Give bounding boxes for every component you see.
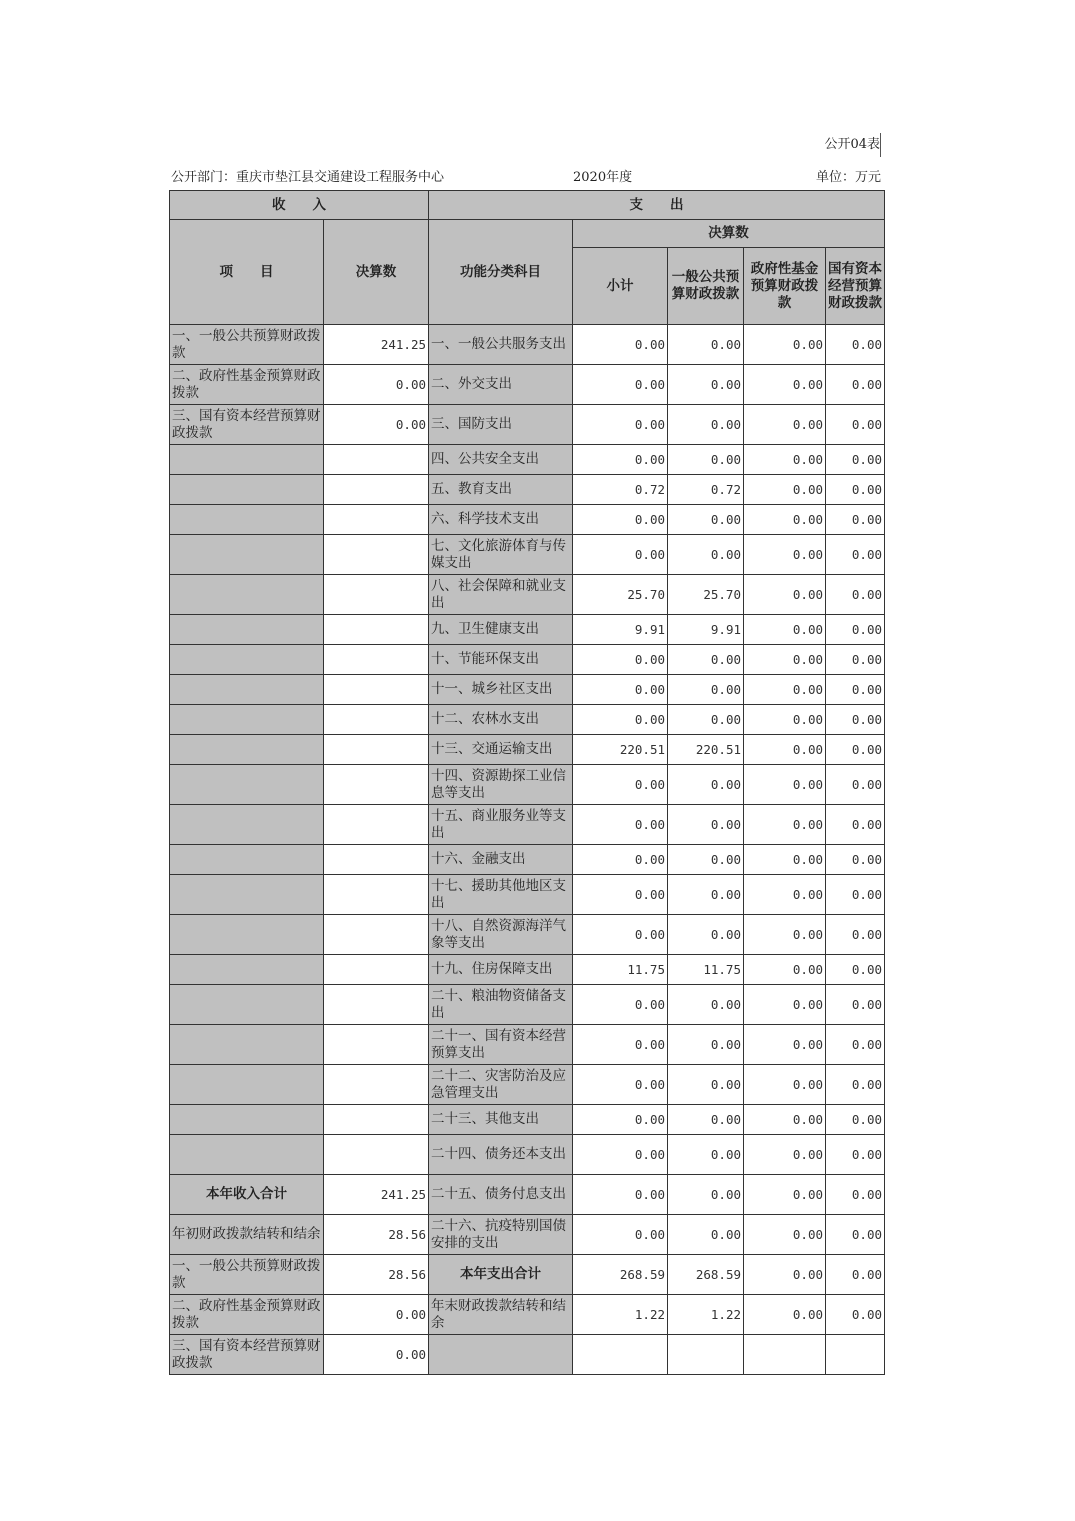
expense-category: 四、公共安全支出 (429, 445, 573, 475)
table-row (170, 735, 885, 765)
table-row (170, 915, 885, 955)
income-item: 本年收入合计 (170, 1175, 324, 1215)
gov-fund-value: 0.00 (744, 1105, 826, 1135)
income-item (170, 475, 324, 505)
income-item (170, 845, 324, 875)
income-item (170, 1065, 324, 1105)
state-capital-value: 0.00 (826, 445, 885, 475)
general-budget-value (668, 1335, 744, 1375)
income-amount: 241.25 (324, 325, 429, 365)
table-number: 公开04表 (700, 133, 881, 157)
general-budget-value: 0.00 (668, 535, 744, 575)
subtotal-value: 0.00 (573, 1065, 668, 1105)
general-budget-value: 220.51 (668, 735, 744, 765)
income-item: 三、国有资本经营预算财政拨款 (170, 405, 324, 445)
expense-category: 九、卫生健康支出 (429, 615, 573, 645)
subtotal-value: 25.70 (573, 575, 668, 615)
gov-fund-value: 0.00 (744, 445, 826, 475)
state-capital-value: 0.00 (826, 1215, 885, 1255)
income-item (170, 1025, 324, 1065)
state-capital-value: 0.00 (826, 645, 885, 675)
state-capital-value: 0.00 (826, 475, 885, 505)
gov-fund-value: 0.00 (744, 845, 826, 875)
subtotal-value (573, 1335, 668, 1375)
income-item: 二、政府性基金预算财政拨款 (170, 1295, 324, 1335)
general-budget-value: 0.00 (668, 875, 744, 915)
gov-fund-value: 0.00 (744, 575, 826, 615)
gov-fund-value: 0.00 (744, 645, 826, 675)
amount-header: 决算数 (324, 220, 429, 325)
income-item (170, 735, 324, 765)
income-amount: 0.00 (324, 1295, 429, 1335)
expense-category (429, 1335, 573, 1375)
general-budget-value: 0.00 (668, 325, 744, 365)
expense-category: 六、科学技术支出 (429, 505, 573, 535)
income-item (170, 985, 324, 1025)
fiscal-year: 2020年度 (573, 170, 633, 185)
general-budget-value: 268.59 (668, 1255, 744, 1295)
expense-category: 二、外交支出 (429, 365, 573, 405)
state-capital-value: 0.00 (826, 985, 885, 1025)
expense-category: 本年支出合计 (429, 1255, 573, 1295)
general-budget-value: 0.00 (668, 645, 744, 675)
subtotal-value: 268.59 (573, 1255, 668, 1295)
expense-category: 二十六、抗疫特别国债安排的支出 (429, 1215, 573, 1255)
expense-category: 十一、城乡社区支出 (429, 675, 573, 705)
expense-category: 五、教育支出 (429, 475, 573, 505)
general-budget-value: 0.00 (668, 365, 744, 405)
state-capital-value: 0.00 (826, 705, 885, 735)
income-amount (324, 1105, 429, 1135)
state-capital-value: 0.00 (826, 1025, 885, 1065)
general-budget-value: 11.75 (668, 955, 744, 985)
income-item (170, 615, 324, 645)
income-amount (324, 915, 429, 955)
income-item (170, 645, 324, 675)
state-capital-value: 0.00 (826, 1295, 885, 1335)
state-capital-value: 0.00 (826, 675, 885, 705)
income-amount (324, 575, 429, 615)
income-amount: 0.00 (324, 405, 429, 445)
header-row-1 (170, 191, 885, 220)
subtotal-value: 1.22 (573, 1295, 668, 1335)
income-amount (324, 475, 429, 505)
income-amount (324, 705, 429, 735)
state-capital-value: 0.00 (826, 845, 885, 875)
income-amount (324, 805, 429, 845)
income-item (170, 705, 324, 735)
table-row (170, 1065, 885, 1105)
expense-category: 七、文化旅游体育与传媒支出 (429, 535, 573, 575)
state-capital-value: 0.00 (826, 615, 885, 645)
income-amount: 241.25 (324, 1175, 429, 1215)
income-item (170, 765, 324, 805)
table-row (170, 955, 885, 985)
income-amount (324, 615, 429, 645)
state-capital-value: 0.00 (826, 325, 885, 365)
income-item (170, 535, 324, 575)
subtotal-value: 9.91 (573, 615, 668, 645)
expense-category: 十六、金融支出 (429, 845, 573, 875)
gov-fund-value: 0.00 (744, 705, 826, 735)
gov-fund-value: 0.00 (744, 765, 826, 805)
general-budget-value: 0.00 (668, 805, 744, 845)
state-capital-value: 0.00 (826, 1135, 885, 1175)
general-budget-value: 0.00 (668, 1175, 744, 1215)
gov-fund-value: 0.00 (744, 875, 826, 915)
income-amount (324, 845, 429, 875)
state-capital-value: 0.00 (826, 875, 885, 915)
income-item (170, 675, 324, 705)
table-row (170, 615, 885, 645)
expense-category: 二十四、债务还本支出 (429, 1135, 573, 1175)
income-amount (324, 1065, 429, 1105)
table-row (170, 1255, 885, 1295)
gov-fund-value: 0.00 (744, 325, 826, 365)
general-budget-value: 0.00 (668, 1025, 744, 1065)
gov-fund-value: 0.00 (744, 1135, 826, 1175)
gov-fund-value: 0.00 (744, 475, 826, 505)
table-row (170, 985, 885, 1025)
subtotal-header: 小计 (573, 248, 668, 325)
table-row (170, 1215, 885, 1255)
income-item (170, 875, 324, 915)
income-item: 一、一般公共预算财政拨款 (170, 1255, 324, 1295)
income-item (170, 805, 324, 845)
income-item (170, 445, 324, 475)
income-item: 一、一般公共预算财政拨款 (170, 325, 324, 365)
expense-category: 二十、粮油物资储备支出 (429, 985, 573, 1025)
gov-fund-value: 0.00 (744, 735, 826, 765)
final-amount-header: 决算数 (573, 220, 885, 248)
gov-fund-value: 0.00 (744, 1065, 826, 1105)
table-row (170, 365, 885, 405)
general-budget-value: 0.00 (668, 1105, 744, 1135)
subtotal-value: 0.00 (573, 985, 668, 1025)
subtotal-value: 0.00 (573, 325, 668, 365)
subtotal-value: 0.00 (573, 875, 668, 915)
general-budget-value: 0.00 (668, 1065, 744, 1105)
income-header: 收 入 (170, 191, 429, 220)
table-row (170, 705, 885, 735)
expense-category: 二十五、债务付息支出 (429, 1175, 573, 1215)
table-row (170, 575, 885, 615)
expense-category: 十三、交通运输支出 (429, 735, 573, 765)
income-amount: 28.56 (324, 1215, 429, 1255)
gov-fund-value: 0.00 (744, 505, 826, 535)
gov-fund-value: 0.00 (744, 1255, 826, 1295)
general-budget-value: 0.00 (668, 1215, 744, 1255)
general-budget-value: 0.00 (668, 845, 744, 875)
table-row (170, 1105, 885, 1135)
subtotal-value: 0.72 (573, 475, 668, 505)
general-budget-value: 0.00 (668, 505, 744, 535)
subtotal-value: 0.00 (573, 915, 668, 955)
state-capital-value: 0.00 (826, 805, 885, 845)
income-item: 年初财政拨款结转和结余 (170, 1215, 324, 1255)
expense-category: 十五、商业服务业等支出 (429, 805, 573, 845)
income-amount (324, 765, 429, 805)
gov-fund-value: 0.00 (744, 1175, 826, 1215)
state-capital-value: 0.00 (826, 955, 885, 985)
subtotal-value: 0.00 (573, 1135, 668, 1175)
general-budget-value: 1.22 (668, 1295, 744, 1335)
expense-category: 八、社会保障和就业支出 (429, 575, 573, 615)
state-capital-value: 0.00 (826, 405, 885, 445)
subtotal-value: 0.00 (573, 505, 668, 535)
subtotal-value: 0.00 (573, 1105, 668, 1135)
income-amount (324, 675, 429, 705)
table-row (170, 845, 885, 875)
subtotal-value: 11.75 (573, 955, 668, 985)
subtotal-value: 0.00 (573, 765, 668, 805)
subtotal-value: 0.00 (573, 705, 668, 735)
subtotal-value: 220.51 (573, 735, 668, 765)
table-row (170, 1295, 885, 1335)
table-row (170, 1025, 885, 1065)
expense-category: 二十二、灾害防治及应急管理支出 (429, 1065, 573, 1105)
gov-fund-value: 0.00 (744, 535, 826, 575)
income-item (170, 1135, 324, 1175)
income-amount (324, 1135, 429, 1175)
gov-fund-value: 0.00 (744, 805, 826, 845)
general-budget-value: 0.00 (668, 445, 744, 475)
expense-category: 二十三、其他支出 (429, 1105, 573, 1135)
general-budget-value: 0.00 (668, 405, 744, 445)
table-row (170, 875, 885, 915)
subtotal-value: 0.00 (573, 1025, 668, 1065)
income-item (170, 575, 324, 615)
state-capital-value: 0.00 (826, 365, 885, 405)
general-budget-value: 0.72 (668, 475, 744, 505)
expense-header: 支 出 (429, 191, 885, 220)
income-item (170, 1105, 324, 1135)
gov-fund-value: 0.00 (744, 985, 826, 1025)
gov-fund-value: 0.00 (744, 675, 826, 705)
header-row-2 (170, 220, 885, 248)
table-row (170, 805, 885, 845)
table-row (170, 325, 885, 365)
subtotal-value: 0.00 (573, 805, 668, 845)
state-capital-value: 0.00 (826, 535, 885, 575)
table-row (170, 405, 885, 445)
subtotal-value: 0.00 (573, 845, 668, 875)
table-row (170, 675, 885, 705)
state-capital-value: 0.00 (826, 505, 885, 535)
table-row (170, 535, 885, 575)
table-row (170, 475, 885, 505)
general-budget-value: 9.91 (668, 615, 744, 645)
general-budget-value: 0.00 (668, 1135, 744, 1175)
unit-label: 单位：万元 (815, 170, 881, 185)
subtotal-value: 0.00 (573, 1175, 668, 1215)
income-amount: 28.56 (324, 1255, 429, 1295)
income-item: 二、政府性基金预算财政拨款 (170, 365, 324, 405)
expense-category: 十七、援助其他地区支出 (429, 875, 573, 915)
department-label: 公开部门：重庆市垫江县交通建设工程服务中心 (171, 170, 445, 185)
gov-fund-header: 政府性基金预算财政拨款 (744, 248, 826, 325)
income-amount: 0.00 (324, 365, 429, 405)
income-amount (324, 1025, 429, 1065)
income-amount (324, 955, 429, 985)
subtotal-value: 0.00 (573, 365, 668, 405)
subtotal-value: 0.00 (573, 675, 668, 705)
expense-category: 十二、农林水支出 (429, 705, 573, 735)
item-header: 项 目 (170, 220, 324, 325)
general-budget-value: 0.00 (668, 915, 744, 955)
income-amount (324, 875, 429, 915)
state-capital-value: 0.00 (826, 735, 885, 765)
subtotal-value: 0.00 (573, 405, 668, 445)
general-budget-value: 0.00 (668, 985, 744, 1025)
expense-category: 二十一、国有资本经营预算支出 (429, 1025, 573, 1065)
gov-fund-value: 0.00 (744, 1025, 826, 1065)
income-amount: 0.00 (324, 1335, 429, 1375)
income-amount (324, 735, 429, 765)
general-budget-value: 0.00 (668, 675, 744, 705)
income-amount (324, 985, 429, 1025)
expense-category: 十四、资源勘探工业信息等支出 (429, 765, 573, 805)
subtotal-value: 0.00 (573, 535, 668, 575)
income-amount (324, 445, 429, 475)
subtotal-value: 0.00 (573, 445, 668, 475)
func-class-header: 功能分类科目 (429, 220, 573, 325)
table-row (170, 445, 885, 475)
state-capital-value (826, 1335, 885, 1375)
table-row (170, 1175, 885, 1215)
income-item (170, 955, 324, 985)
table-row (170, 1335, 885, 1375)
table-row (170, 1135, 885, 1175)
gov-fund-value: 0.00 (744, 615, 826, 645)
expense-category: 一、一般公共服务支出 (429, 325, 573, 365)
general-budget-value: 0.00 (668, 705, 744, 735)
gov-fund-value: 0.00 (744, 955, 826, 985)
income-item: 三、国有资本经营预算财政拨款 (170, 1335, 324, 1375)
state-capital-header: 国有资本经营预算财政拨款 (826, 248, 885, 325)
state-capital-value: 0.00 (826, 1105, 885, 1135)
income-amount (324, 645, 429, 675)
state-capital-value: 0.00 (826, 1255, 885, 1295)
subtotal-value: 0.00 (573, 645, 668, 675)
table-row (170, 645, 885, 675)
subtotal-value: 0.00 (573, 1215, 668, 1255)
general-budget-value: 25.70 (668, 575, 744, 615)
state-capital-value: 0.00 (826, 1065, 885, 1105)
income-amount (324, 535, 429, 575)
general-budget-header: 一般公共预算财政拨款 (668, 248, 744, 325)
expense-category: 十八、自然资源海洋气象等支出 (429, 915, 573, 955)
state-capital-value: 0.00 (826, 915, 885, 955)
gov-fund-value: 0.00 (744, 365, 826, 405)
income-item (170, 505, 324, 535)
gov-fund-value: 0.00 (744, 405, 826, 445)
state-capital-value: 0.00 (826, 1175, 885, 1215)
table-row (170, 765, 885, 805)
budget-table (169, 190, 885, 1375)
expense-category: 年末财政拨款结转和结余 (429, 1295, 573, 1335)
expense-category: 十九、住房保障支出 (429, 955, 573, 985)
general-budget-value: 0.00 (668, 765, 744, 805)
income-amount (324, 505, 429, 535)
table-row (170, 505, 885, 535)
gov-fund-value: 0.00 (744, 915, 826, 955)
income-item (170, 915, 324, 955)
expense-category: 十、节能环保支出 (429, 645, 573, 675)
gov-fund-value: 0.00 (744, 1295, 826, 1335)
gov-fund-value (744, 1335, 826, 1375)
gov-fund-value: 0.00 (744, 1215, 826, 1255)
state-capital-value: 0.00 (826, 575, 885, 615)
expense-category: 三、国防支出 (429, 405, 573, 445)
state-capital-value: 0.00 (826, 765, 885, 805)
